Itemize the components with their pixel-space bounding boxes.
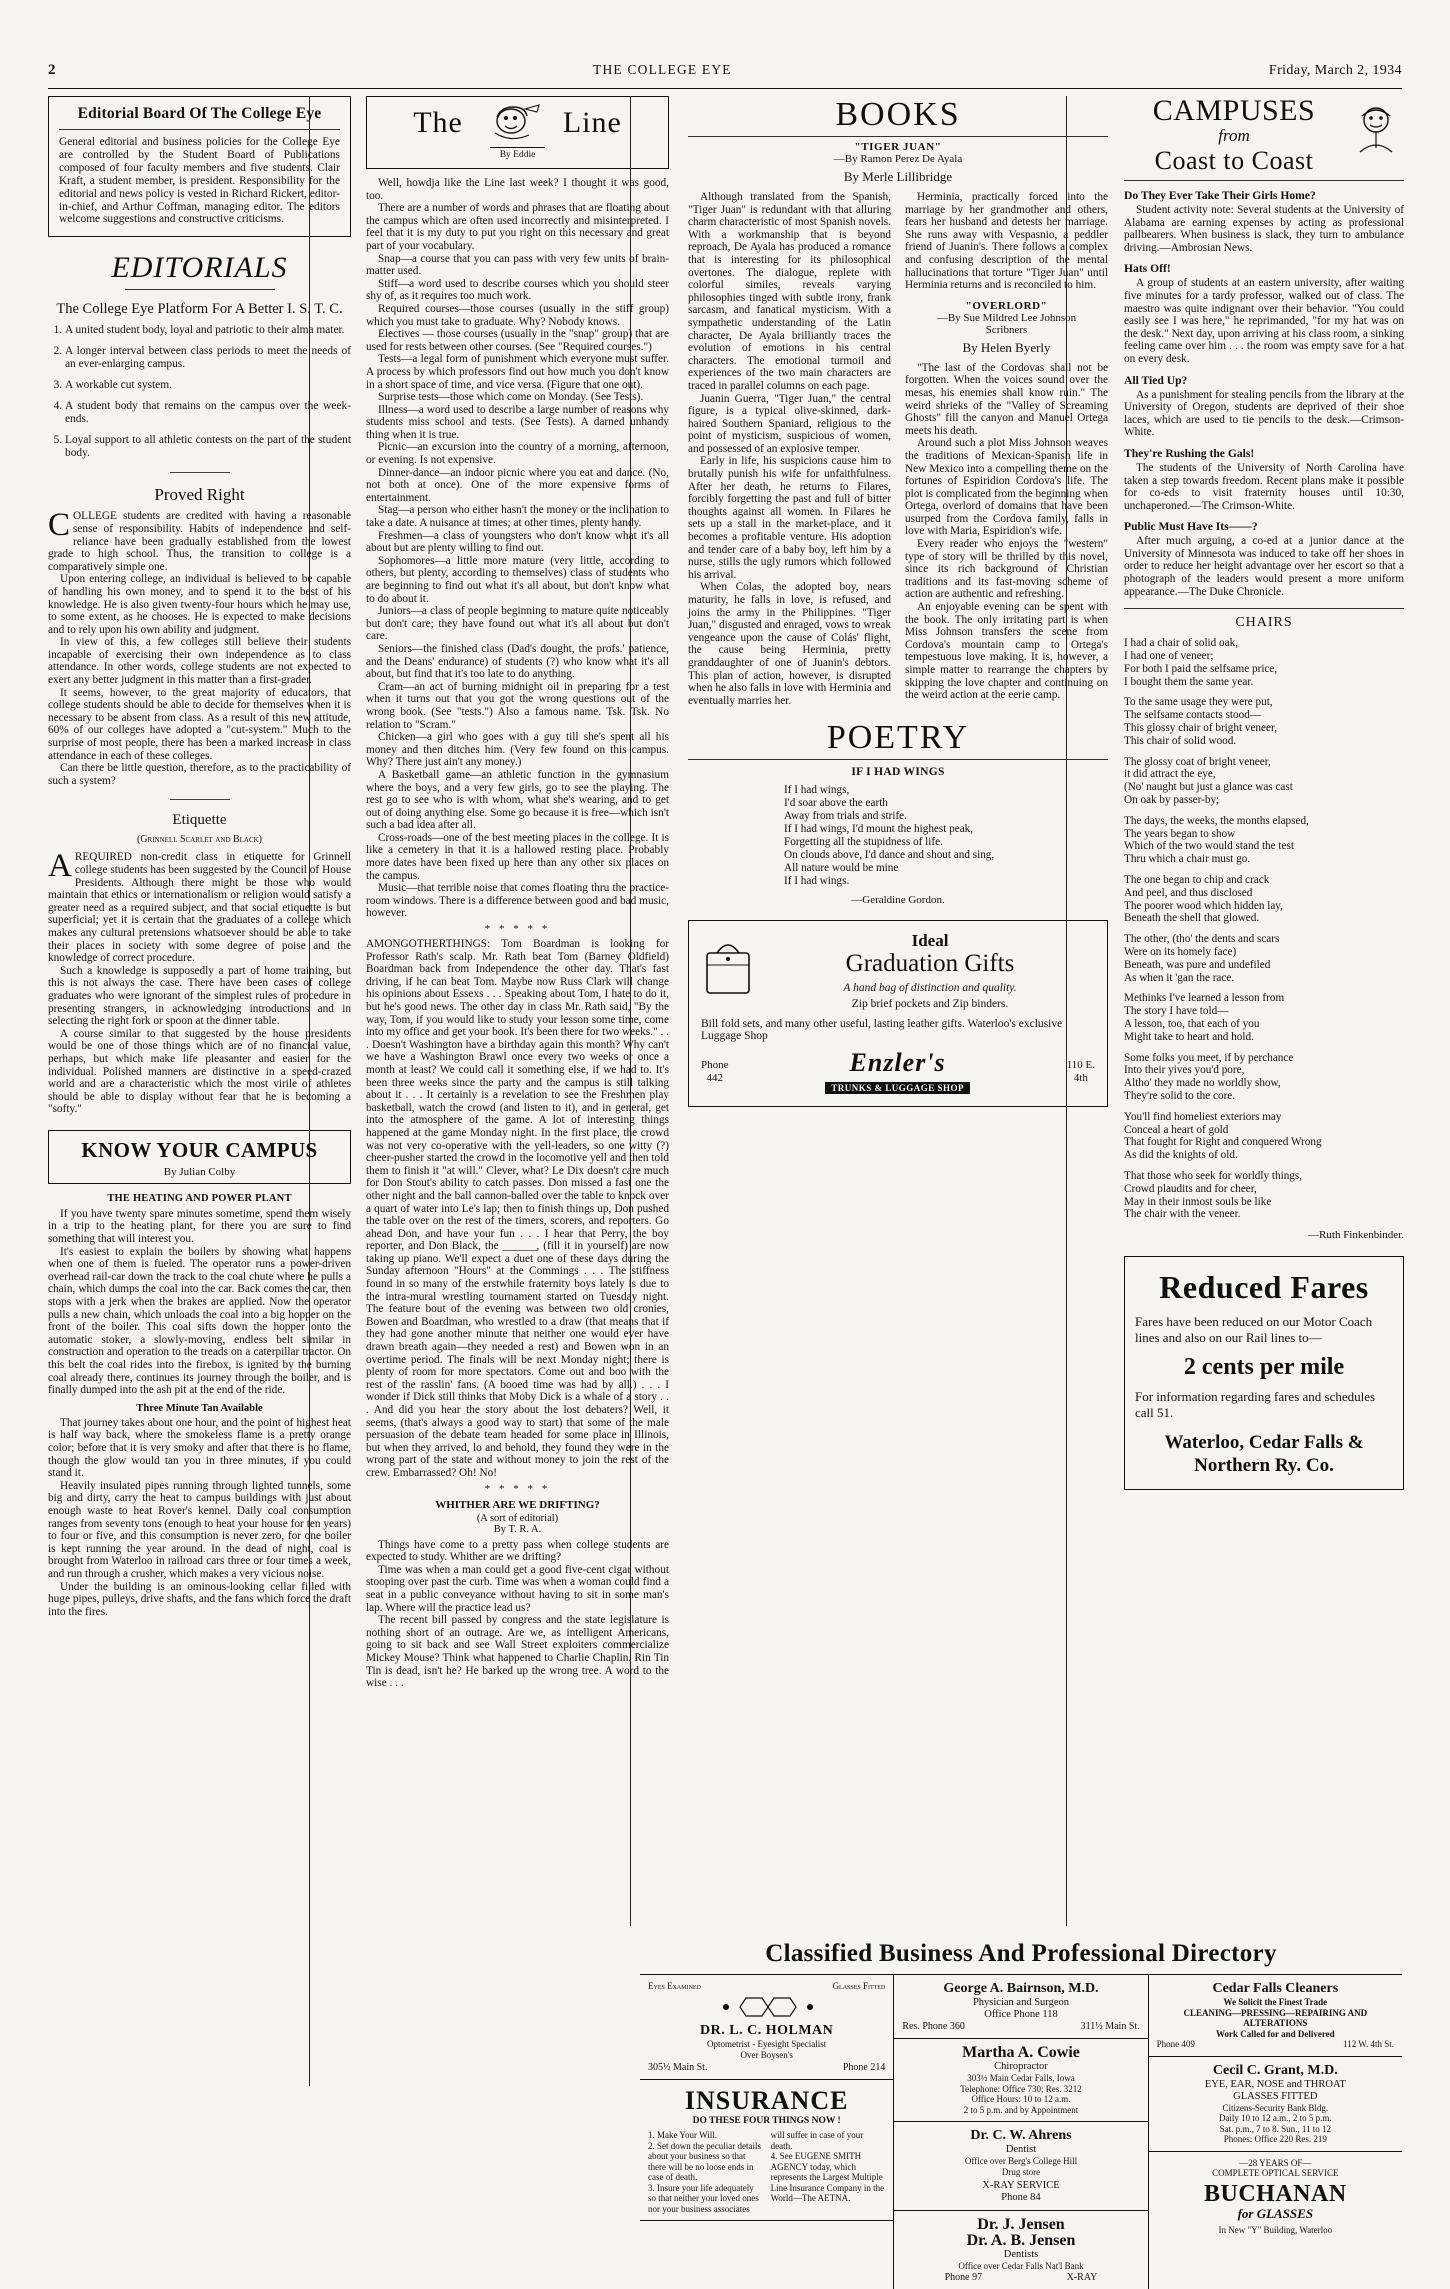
insurance-headline: INSURANCE xyxy=(684,2086,849,2115)
insurance-sub: DO THESE FOUR THINGS NOW ! xyxy=(692,2116,841,2126)
platform-title: The College Eye Platform For A Better I. S. T. C. xyxy=(56,301,343,318)
holman-head-left: Eyes Examined xyxy=(648,1981,701,1991)
verse-line: Some folks you meet, if by perchance xyxy=(1124,1051,1294,1064)
line-def: Electives — those courses (usually in the "snap" group) that are used for rests between other courses. (See "Required courses.") xyxy=(366,328,669,353)
verse-line: it did attract the eye, xyxy=(1124,768,1216,781)
verse-line: The selfsame contacts stood— xyxy=(1124,709,1262,722)
poem-line: On clouds above, I'd dance and shout and sing, xyxy=(784,849,995,862)
ahrens-l5: Phone 84 xyxy=(1001,2192,1041,2203)
list-item: 5. Loyal support to all athletic contests on the part of the student body. xyxy=(65,434,351,460)
campuses-subtitle: Coast to Coast xyxy=(1154,146,1314,175)
books-p4: When Colas, the adopted boy, nears maturity, he falls in love, is refused, and joins the army in the Philippines. "Tiger Juan," disgusted and enraged, vows to wreak vengeance upon the cause of Colás' flight, the cause being Herminia, pretty granddaughter of one of Juanin's debtors. This plan of action, however, is disrupted when he also falls in love with Herminia and eventually marries her. xyxy=(688,581,891,707)
insurance-item: 2. Set down the peculiar details about your business so that there will be no loose ends in case of death. xyxy=(648,2140,761,2182)
campus-item-body: The students of the University of North Carolina have taken a step towards freedom. Recent plans make it possible for co-eds to visit fraternity houses until 10:30, unchaperoned.—The Crimson-White. xyxy=(1124,461,1404,512)
cowie-name: Martha A. Cowie xyxy=(962,2044,1080,2061)
book2-author: —By Sue Mildred Lee Johnson xyxy=(936,311,1077,324)
stanza xyxy=(1124,696,1404,747)
poem-line: Forgetting all the stupidness of life. xyxy=(784,836,943,849)
enzlers-name: Enzler's xyxy=(849,1048,946,1078)
books-p5: Herminia, practically forced into the marriage by her grandmother and others, fears her husband and detests her marriage. She runs away with Vespasnio, a peddler friend of Juanin's. There follows a complex and confusing description of the mental hallucinations that torture "Tiger Juan" until Herminia returns and is reconciled to him. xyxy=(905,191,1108,292)
books-p2: Juanin Guerra, "Tiger Juan," the central figure, is a typical olive-skinned, dark-haired Southern Spaniard, religious to the point of mysticism, suspicious of women, and possessed of an explosive temper. xyxy=(688,392,891,455)
verse-line: The poorer wood which hidden lay, xyxy=(1124,899,1283,912)
eddie-cartoon-icon xyxy=(481,103,545,143)
books-p3: Early in life, his suspicions cause him to brutally punish his wife for unfaithfulness. After her death, he returns to Filares, forcibly forgetting the past and full of bitter thoughts against all women. In Filares he sets up a stall in the market-place, and it becomes a profitable venture. His adoption and tender care of a baby boy, left him by a nurse, stills the ugly rumors which followed his arrival. xyxy=(688,455,891,581)
line-def: Cram—an act of burning midnight oil in preparing for a test when it turns out that you got the wrong questions out of the wrong book. (See "tests.") Also a famous name. Tsk. Tsk. No relation to "Scram." xyxy=(366,680,669,731)
ad-fares-line1: Fares have been reduced on our Motor Coach lines and also on our Rail lines to— xyxy=(1135,1313,1373,1345)
star-divider-2: * * * * * xyxy=(484,1482,551,1495)
verse-line: I bought them the same year. xyxy=(1124,675,1254,688)
editorial-board-title: Editorial Board Of The College Eye xyxy=(77,105,322,122)
stanza xyxy=(1124,933,1404,984)
verse-line: The story I have told— xyxy=(1124,1005,1229,1018)
cleaners-l2: CLEANING—PRESSING—REPAIRING AND ALTERATIONS xyxy=(1183,2007,1368,2028)
cleaners-l1: We Solicit the Finest Trade xyxy=(1223,1997,1328,2007)
campus-item-head: They're Rushing the Gals! xyxy=(1124,446,1255,460)
line-def: Picnic—an excursion into the country of a morning, afternoon, or evening. Is not expensive. xyxy=(366,441,669,467)
etiquette-p2: Such a knowledge is supposedly a part of home training, but this is not always the case. There have been cases of college graduates who were ignorant of the simplest rules of procedure in presenting strangers, in acknowledging introductions and in selecting the right fork or spoon at the dinner table. xyxy=(48,964,351,1028)
bairnson-res-phone: Res. Phone 360 xyxy=(902,2021,965,2032)
issue-date: Friday, March 2, 1934 xyxy=(1268,63,1402,78)
verse-line: (No' naught but just a glance was cast xyxy=(1124,781,1293,794)
ad-insurance[interactable] xyxy=(640,2080,893,2221)
stanza xyxy=(1124,1170,1404,1221)
holman-sub: Optometrist - Eyesight Specialist xyxy=(707,2039,827,2049)
buchanan-location: In New "Y" Building, Waterloo xyxy=(1218,2224,1333,2235)
verse-line: The years began to show xyxy=(1124,827,1236,840)
chairs-poem xyxy=(1124,637,1404,1242)
campus-item-body: Student activity note: Several students at the University of Alabama are earning expenses by acting as professional pallbearers. When business is slack, they turn to ambulance driving.—Ambrosian News. xyxy=(1124,204,1404,254)
campus-item-body: A group of students at an eastern university, after waiting five minutes for a tardy professor, walked out of class. The maestro was quite indignant over their behavior. "You could easily see I was here," he reprimanded, "for my hat was on the desk." Next day, upon arriving at his class room, a sinking feeling came over him . . . the room was empty save for a hat on every desk. xyxy=(1124,277,1404,365)
verse-line: The other, (tho' the dents and scars xyxy=(1124,933,1280,946)
jensen-xray: X-RAY xyxy=(1066,2271,1098,2283)
ahrens-l1: Dentist xyxy=(1005,2144,1037,2155)
verse-line: May in their inmost souls be like xyxy=(1124,1195,1272,1208)
ad-fares-title: Reduced Fares xyxy=(1159,1268,1369,1305)
ad-fares-price: 2 cents per mile xyxy=(1183,1353,1345,1380)
proved-right-p1-text: OLLEGE students are credited with having a reasonable sense of responsibility. Habits of independence and self-reliance have been gradually established from the lowest grade to high school. Thus, the transition to college is a comparatively simple one. xyxy=(48,510,351,573)
verse-line: The days, the weeks, the months elapsed, xyxy=(1124,814,1309,827)
ad-ideal-addr2: 4th xyxy=(1073,1072,1088,1085)
line-def: Dinner-dance—an indoor picnic where you eat and dance. (No, not both at once). One of the more expensive forms of entertainment. xyxy=(366,466,669,504)
heating-plant-subtitle: THE HEATING AND POWER PLANT xyxy=(107,1192,292,1204)
book-reviewer: By Merle Lillibridge xyxy=(843,169,953,184)
poem-author: —Geraldine Gordon. xyxy=(851,894,945,907)
verse-line: Into their yives you'd pore, xyxy=(1124,1064,1245,1077)
heating-p5: Under the building is an ominous-looking cellar filled with huge pipes, pulleys, drive shafts, and the fans which force the draft into the fires. xyxy=(48,1580,351,1618)
the-line-byline: By Eddie xyxy=(490,147,546,160)
stanza xyxy=(1124,815,1404,866)
line-p2: There are a number of words and phrases that are floating about the campus which are often used incorrectly and misinterpreted. I feel that it is my duty to put you right on this necessary and great part of your vocabulary. xyxy=(366,202,669,252)
verse-line: Crowd plaudits and for cheer, xyxy=(1124,1182,1257,1195)
classified-column-2 xyxy=(894,1975,1148,2289)
campuses-from: from xyxy=(1218,126,1250,145)
ad-reduced-fares[interactable] xyxy=(1124,1256,1404,1490)
chairs-poem-title: CHAIRS xyxy=(1235,615,1293,631)
books2-p3: Every reader who enjoys the "western" type of story will be thrilled by this novel, since its rich background of Christian traditions and its fast-moving scheme of action are authentic and refreshing. xyxy=(905,538,1108,601)
stanza xyxy=(1124,1052,1404,1103)
ahrens-l4: X-RAY SERVICE xyxy=(982,2180,1060,2191)
verse-line: Conceal a heart of gold xyxy=(1124,1123,1229,1136)
books-body xyxy=(688,191,1108,707)
verse-line: I had one of veneer; xyxy=(1124,650,1214,663)
jensen-l2: Office over Cedar Falls Nat'l Bank xyxy=(958,2261,1084,2271)
three-minute-tan-subtitle: Three Minute Tan Available xyxy=(136,1402,263,1414)
classified-title: Classified Business And Professional Directory xyxy=(765,1940,1277,1967)
the-line-header xyxy=(366,96,669,169)
whither-byline: By T. R. A. xyxy=(493,1523,542,1535)
line-def: Music—that terrible noise that comes floating thru the practice-room windows. There is a difference between good and bad music, however. xyxy=(366,882,669,920)
know-your-campus-title: KNOW YOUR CAMPUS xyxy=(81,1137,318,1162)
holman-phone: Phone 214 xyxy=(842,2062,886,2073)
cowie-l3: Telephone: Office 730; Res. 3212 xyxy=(960,2083,1082,2094)
holman-address: 305½ Main St. xyxy=(648,2062,708,2073)
verse-line: A lesson, too, that each of you xyxy=(1124,1017,1260,1030)
whither-p3: The recent bill passed by congress and the state legislature is nothing short of an outrage. Are we, as intelligent Americans, going to sit back and see Wall Street exploiters commercialize Mickey Mouse? Think what happened to Charlie Chaplin. Rin Tin Tin is dead, isn't he? He barked up the wrong tree. A word to the wise . . . xyxy=(366,1614,669,1690)
verse-line: Might take to heart and hold. xyxy=(1124,1030,1254,1043)
editorials-heading: EDITORIALS xyxy=(111,251,288,285)
verse-line: And peel, and thus disclosed xyxy=(1124,886,1253,899)
cowie-l4: Office Hours: 10 to 12 a.m. xyxy=(971,2094,1071,2104)
proved-right-p2: Upon entering college, an individual is believed to be capable of handling his own money, and to spend it to the best of his knowledge. He is also given twenty-four hours which he may use, to some extent, as he chooses. He is expected to make decisions and to rely upon his own ability and judgment. xyxy=(48,573,351,636)
book-author: —By Ramon Perez De Ayala xyxy=(833,153,963,165)
insurance-item: 4. See EUGENE SMITH AGENCY today, which represents the Largest Multiple Line Insurance Company in the World—The AETNA. xyxy=(770,2151,885,2203)
classified-directory xyxy=(640,1940,1402,2289)
verse-line: Beneath, was pure and undefiled xyxy=(1124,958,1271,971)
grant-l6: Phones: Office 220 Res. 219 xyxy=(1223,2134,1327,2144)
bairnson-address: 311½ Main St. xyxy=(1080,2021,1140,2032)
column-one xyxy=(48,96,351,1618)
bairnson-name: George A. Bairnson, M.D. xyxy=(943,1981,1099,1996)
ad-fares-company: Waterloo, Cedar Falls & Northern Ry. Co. xyxy=(1164,1431,1364,1476)
cleaners-address: 112 W. 4th St. xyxy=(1343,2039,1394,2049)
campus-item-body: After much arguing, a co-ed at a junior dance at the University of Minnesota was induced to take off her shoes in order to reduce her height advantage over her escort so that a photograph of the leaders would present a more uniform appearance.—The Duke Chronicle. xyxy=(1124,535,1404,598)
line-def: Stag—a person who either hasn't the money or the inclination to take a date. A nuisance at times; at other times, plenty handy. xyxy=(366,504,669,530)
verse-line: As did the knights of old. xyxy=(1124,1149,1238,1162)
cowie-l5: 2 to 5 p.m. and by Appointment xyxy=(963,2104,1079,2115)
verse-line: The one began to chip and crack xyxy=(1124,874,1270,886)
heating-p2: It's easiest to explain the boilers by showing what happens when one of them is fueled. The operator runs a power-driven overhead rail-car down the track to the coal chute where he pulls a chain, which dumps the coal into the car. Back comes the car, then stops with a jerk when the brakes are applied. Now the operator pulls a new chain, which unloads the coal into a big hopper on the front of the boiler. This coal sifts down the hopper onto the automatic stoker, a slowly-moving, endless belt similar in construction and operation to the treads on a caterpillar tractor. On this belt the coal rides into the firebox, is ignited by the burning coal already there, continues its journey through the boiler, and is finally dumped into the ash pit at the end of the ride. xyxy=(48,1245,351,1397)
ahrens-name: Dr. C. W. Ahrens xyxy=(970,2128,1072,2143)
campus-item-body: As a punishment for stealing pencils from the library at the University of Oregon, students are deprived of their shoe laces, which are used to tie pencils to the desk.—Crimson-White. xyxy=(1124,388,1404,439)
verse-line: They're solid to the core. xyxy=(1124,1089,1236,1102)
jensen-l1: Dentists xyxy=(1003,2249,1039,2260)
ad-fares-line2: For information regarding fares and schedules call 51. xyxy=(1135,1388,1376,1420)
ad-ideal-phone-label: Phone xyxy=(701,1059,729,1072)
enzlers-logo xyxy=(729,1048,1067,1096)
line-def: Surprise tests—those which come on Monday. (See Tests). xyxy=(378,391,644,404)
ad-ahrens-dentist[interactable] xyxy=(894,2122,1147,2211)
books-p1: Although translated from the Spanish, "Tiger Juan" is redundant with that alluring charm characteristic of most Spanish novels. With a workmanship that is beyond reproach, De Ayala has produced a romance that is interesting for its philosophical overtones. The dialogue, replete with colorful similes, reveals varying philosophies tinged with subtle irony, frank sarcasm, and fanatical mysticism. With a sympathetic understanding of the Latin character, De Ayala brilliantly traces the evolution of emotions in his central characters. The emotional turmoil and experiences of the two main characters are traced in parallel columns on each page. xyxy=(688,191,891,392)
ahrens-l3: Drug store xyxy=(1001,2166,1041,2177)
book2-publisher: Scribners xyxy=(985,323,1028,336)
grant-l4: Daily 10 to 12 a.m., 2 to 5 p.m. xyxy=(1218,2113,1332,2123)
verse-line: Beneath the shell that glowed. xyxy=(1124,912,1260,925)
jensen-name-2: Dr. A. B. Jensen xyxy=(966,2232,1076,2249)
verse-line: As when it 'gan the race. xyxy=(1124,971,1235,984)
line-def: Tests—a legal form of punishment which everyone must suffer. A process by which professors find out how much you don't know in a short space of time, and vice versa. (Figure that one out). xyxy=(366,353,669,391)
ad-grant-md[interactable] xyxy=(1149,2057,1402,2152)
stanza xyxy=(1124,1111,1404,1162)
line-def: Illness—a word used to describe a large number of reasons why students miss school and tests. (See Tests). A darned unhandy thing when it is true. xyxy=(366,403,669,441)
poem-line: If I had wings, xyxy=(784,784,850,797)
verse-line: Were on its homely face) xyxy=(1124,945,1237,958)
list-item: 4. A student body that remains on the campus over the week-ends. xyxy=(65,400,351,426)
poem-line: All nature would be mine xyxy=(784,862,899,875)
star-divider: * * * * * xyxy=(484,923,551,936)
classified-column-1 xyxy=(640,1975,894,2289)
grant-l5: Sat. p.m., 7 to 8. Sun., 11 to 12 xyxy=(1219,2123,1332,2134)
verse-line: That fought for Right and conquered Wrong xyxy=(1124,1136,1322,1149)
grant-l3: Citizens-Security Bank Bldg. xyxy=(1222,2102,1329,2113)
enzlers-tagline: TRUNKS & LUGGAGE SHOP xyxy=(825,1082,970,1094)
line-def: Required courses—those courses (usually in the stiff group) which you must take to graduate. Why? Nobody knows. xyxy=(366,302,669,328)
jensen-phone: Phone 97 xyxy=(944,2271,983,2283)
verse-line: Methinks I've learned a lesson from xyxy=(1124,992,1285,1005)
page-number: 2 xyxy=(48,62,56,78)
verse-line: This chair of solid wood. xyxy=(1124,734,1237,747)
campus-item-head: Public Must Have Its——? xyxy=(1124,520,1258,534)
heating-p4: Heavily insulated pipes running through lighted tunnels, some big and dirty, carry the heat to campus buildings with just about enough waste to heat Rover's kennel. Daily coal consumption ranges from seventy tons (enough to heat your house for ten years) to four or five, and this consumption is never zero, for one boiler is kept running the year around. In the dead of night, coal is brought from Waterloo in railroad cars three or four times a week, and run through a crusher, which makes a very vicious noise. xyxy=(48,1479,351,1580)
masthead-rule xyxy=(48,88,1402,89)
dropcap-c: C xyxy=(48,507,71,544)
buchanan-brand-sub: for GLASSES xyxy=(1237,2205,1314,2221)
poem-line: If I had wings, I'd mount the highest peak, xyxy=(784,823,974,836)
whither-title: WHITHER ARE WE DRIFTING? xyxy=(435,1498,600,1511)
ad-bairnson-md[interactable] xyxy=(894,1975,1147,2039)
stanza xyxy=(1124,992,1404,1043)
verse-line: For both I paid the selfsame price, xyxy=(1124,662,1278,675)
ad-cedar-falls-cleaners[interactable] xyxy=(1149,1975,1402,2057)
list-item: 3. A workable cut system. xyxy=(65,379,351,392)
verse-line: That those who seek for worldly things, xyxy=(1124,1169,1303,1182)
platform-list xyxy=(48,324,351,460)
dropcap-a: A xyxy=(48,848,72,885)
etiquette-byline: (Grinnell Scarlet and Black) xyxy=(137,834,262,846)
heating-p3: That journey takes about one hour, and the point of highest heat is half way back, where the smokeless flame is a pretty orange color; before that it is very smoky and after that there is no flame, though the glow would tan you in three minutes, if you could stand it. xyxy=(48,1416,351,1480)
cleaners-phone: Phone 409 xyxy=(1156,2039,1195,2049)
ad-ideal-phone: 442 xyxy=(706,1072,723,1085)
ad-cowie-chiropractor[interactable] xyxy=(894,2039,1147,2122)
verse-line: This glossy chair of bright veneer, xyxy=(1124,722,1278,735)
classified-column-3 xyxy=(1149,1975,1402,2289)
verse-line: Altho' they made no worldly show, xyxy=(1124,1077,1281,1090)
chairs-signature: —Ruth Finkenbinder. xyxy=(1308,1229,1404,1242)
books-section-title: BOOKS xyxy=(835,96,961,133)
ad-ideal-line3: A hand bag of distinction and quality. xyxy=(843,982,1017,995)
poetry-section-title: POETRY xyxy=(826,719,970,757)
proved-right-p4: It seems, however, to the great majority of educators, that college students should be able to decide for themselves when it is necessary to be absent from class. As a result of this new attitude, 60% of our colleges have adopted a "cut-system." Much to the surprise of most people, there has been a marked increase in class attendance in each of these colleges. xyxy=(48,686,351,762)
the-line-title xyxy=(377,103,658,143)
poem-line: Away from trials and strife. xyxy=(784,810,907,823)
whither-p2: Time was when a man could get a good five-cent cigar without stooping over past the curb. Time was when a woman could find a seat in a public conveyance without having to sit in some man's lap. Where will the practice lead us? xyxy=(366,1563,669,1614)
etiquette-p1-text: REQUIRED non-credit class in etiquette for Grinnell college students has been suggested by the Council of House Presidents. Although there might be those who would maintain that ethics or internationalism or religion would satisfy a greater need as a required subject, and that social etiquette is but superficial; yet it is certain that the graduates of a college which makes any cultural pretensions whatsoever should be able to take their places in society with some degree of poise and the knowledge of correct procedure. xyxy=(48,851,351,965)
verse-line: To the same usage they were put, xyxy=(1124,696,1273,709)
paper-name: THE COLLEGE EYE xyxy=(593,62,732,77)
insurance-item: 3. Insure your life adequately so that neither your loved ones nor your business associates will suffer in case of your death. xyxy=(648,2130,864,2214)
book2-title: "OVERLORD" xyxy=(965,299,1048,312)
masthead xyxy=(48,62,1402,79)
line-def: Stiff—a word used to describe courses which you should steer shy of, as it requires too much work. xyxy=(366,277,669,303)
line-def: Snap—a course that you can pass with very few units of brain-matter used. xyxy=(366,252,669,278)
book2-reviewer: By Helen Byerly xyxy=(962,339,1051,355)
cleaners-l3: Work Called for and Delivered xyxy=(1215,2028,1335,2039)
whither-p1: Things have come to a pretty pass when college students are expected to study. Whither are we drifting? xyxy=(366,1538,669,1564)
the-line-title-right: Line xyxy=(562,106,622,139)
book-title: "TIGER JUAN" xyxy=(854,141,942,153)
holman-name: DR. L. C. HOLMAN xyxy=(700,2023,834,2038)
editorial-board-box xyxy=(48,96,351,237)
stanza xyxy=(1124,874,1404,925)
holman-line2: Over Boysen's xyxy=(740,2049,793,2060)
verse-line: I had a chair of solid oak, xyxy=(1124,637,1239,650)
editorial-board-body: General editorial and business policies for the College Eye are controlled by the Student Board of Publications composed of four faculty members and five students. Clair Kraft, a student member, is president. Responsibility for the editorial and news policy is vested in Richard Rickert, editor-in-chief, and Arthur Coffman, managing editor. The editors welcome suggestions and constructive criticisms. xyxy=(59,136,340,226)
proved-right-title: Proved Right xyxy=(154,485,245,505)
poem-line: I'd soar above the earth xyxy=(784,797,888,810)
buchanan-service: COMPLETE OPTICAL SERVICE xyxy=(1212,2168,1339,2178)
column-two xyxy=(366,96,669,1690)
ad-ideal-gifts[interactable] xyxy=(688,920,1108,1107)
stanza xyxy=(1124,756,1404,807)
campuses-title: CAMPUSES xyxy=(1152,94,1316,127)
ad-ideal-line1: Ideal xyxy=(911,931,949,951)
line-def: Seniors—the finished class (Dad's dought, the profs.' patience, and the Deans' endurance) of students (?) who know what it's all about, but find that it's too late to do anything. xyxy=(366,642,669,681)
buchanan-years: —28 YEARS OF— xyxy=(1239,2157,1312,2168)
line-def: Cross-roads—one of the best meeting places in the college. It is like a cemetery in that it is a hallowed resting place. Probably more dates have been fixed up here than any other six places on the campus. xyxy=(366,831,669,882)
glasses-icon xyxy=(648,1994,885,2020)
verse-line: On oak by passer-by; xyxy=(1124,794,1220,807)
line-def: Chicken—a girl who goes with a guy till she's spent all his money and then ditches him. (Very few found on this campus. Why? There just ain't any money.) xyxy=(366,731,669,769)
verse-line: You'll find homeliest exteriors may xyxy=(1124,1110,1282,1123)
whither-subtitle: (A sort of editorial) xyxy=(476,1512,559,1524)
ad-holman-optometrist[interactable] xyxy=(640,1975,893,2080)
ad-jensen-dentists[interactable] xyxy=(894,2211,1147,2289)
campus-item-head: All Tied Up? xyxy=(1124,373,1188,387)
poem-lines xyxy=(784,784,1108,888)
books2-p1: "The last of the Cordovas shall not be forgotten. When the voices sound over the mesas, his enemies shall know ruin." The weird shrieks of the "Valley of Screaming Ghosts" fill the canyon and Manuel Ortega meets his death. xyxy=(905,361,1108,437)
etiquette-p3: A course similar to that suggested by the house presidents would be one of those things which are of no financial value, perhaps, but which make life pleasanter and easier for the individual. Polished manners are distinctive in a speed-crazed world and are a characteristic which the most virile of athletes should be able to display without fear that he is becoming a "softy." xyxy=(48,1027,351,1116)
verse-line: The glossy coat of bright veneer, xyxy=(1124,755,1271,768)
campus-item-head: Hats Off! xyxy=(1124,262,1171,276)
list-item: 1. A united student body, loyal and patriotic to their alma mater. xyxy=(65,324,351,337)
line-def: Sophomores—a little more mature (very little, according to others, but plenty, according to themselves) class of students who are beginning to find out what it's all about, but don't know what to do about it. xyxy=(366,554,669,605)
etiquette-p1 xyxy=(48,848,351,965)
books2-p2: Around such a plot Miss Johnson weaves the traditions of Mexican-Spanish life in New Mexico into a compelling theme on the fortunes of Espiridion Cordova's life. The plot is complicated from the beginning when Ortega, overlord of domains that have been usurped from the Cordova family, falls in love with Maria, Espiridion's wife. xyxy=(905,437,1108,538)
holman-head-right: Glasses Fitted xyxy=(832,1981,886,1991)
ad-ideal-line4: Zip brief pockets and Zip binders. xyxy=(851,998,1009,1011)
insurance-item: 1. Make Your Will. xyxy=(648,2130,717,2140)
campus-item-head: Do They Ever Take Their Girls Home? xyxy=(1124,189,1316,202)
line-def: A Basketball game—an athletic function in the gymnasium where the boys, and a very few girls, go to see the playing. The rest go to see who is with whom, what she's wearing, and to get out of doing anything else. Some go because it is free—which isn't such a bad idea after all. xyxy=(366,768,669,832)
campuses-items xyxy=(1124,189,1404,598)
cowie-l2: 303½ Main Cedar Falls, Iowa xyxy=(967,2073,1075,2083)
buchanan-brand: BUCHANAN xyxy=(1203,2180,1347,2207)
grant-l2: GLASSES FITTED xyxy=(1233,2090,1318,2102)
column-four xyxy=(1124,96,1404,1490)
cowie-l1: Chiropractor xyxy=(994,2061,1048,2072)
heating-p1: If you have twenty spare minutes sometime, spend them wisely in a trip to the heating plant, for there you are sure to find something that will interest you. xyxy=(48,1207,351,1246)
the-line-title-left: The xyxy=(413,106,463,139)
amongotherthings: AMONGOTHERTHINGS: Tom Boardman is looking for Professor Rath's scalp. Mr. Rath beat Tom (Barney Oldfield) Boardman back from Independence the other day. That's fast driving, if he can beat Tom. Maybe now Russ Clark will change his opinions about Essexs . . . Speaking about Tom, I hate to do it, but he's good news. The other day in class Mr. Rath said, "By the way, Tom, if you would like to study your lesson some time, come into my office and get your book. It's been there for two weeks." . . . Doesn't Washington have a birthday again this month? Why can't we have a Washington Brawl once every two weeks or once a month at least? We could call it something else, if we had to. It's been three weeks since the party and the campus is still talking about it . . . It certainly is a revelation to see the Freshmen play basketball, watch the crowd (and listen to it), and in general, get into the atmosphere of the game. A lot of interesting things happened at the game Monday night. In the first place, the crowd was not very co-operative with the yell-leaders, so one witty (?) cheer-pusher started the crowd in the locomotive yell and then told them to finish it "at will." Clever, what? Le Dix doesn't care much for Don Stout's ability to catch passes. Don missed a fast one the other night and the ball cannon-balled over the table to knock over a quart of water into Le's lap; then to finish things up, Don pushed the table over on the rest of the timers, scorers, and reporters. Go ahead Don, and have your fun . . . I hear that Perry, the boy reporter, and Don Black, the ______, (fill it in yourself) are now taking up piano. We'll expect a duet one of these days during the Sunday afternoon "Hours" at the Commings . . . The stiffness found in so many of the erstwhile fraternity boys lately is due to the intra-mural wrestling tournament started on Tuesday night. The feature bout of the evening was between two old cronies, Bowen and Boardman, who wrestled to a draw (that means that if they had gone another minute that neither one would ever have drawn breath again—they needed a rest) and Bowen won in an overtime period. The finals will be next Monday night; there is plenty of room for more spectators. Come out and boo with the rest of the rasslin' fans. (A booed time was had by all.) . . . I wonder if Dick still thinks that Moby Dick is a whale of a story . . . And did you hear the story about the lost debaters? Well, it seems, (that's always a good way to start) that some of the male persuasion of the debate team headed for some place in Illinois, but when they arrived, lo and behold, they found they were in the wrong part of the state and without money to join the rest of the crew. Embarrassed? Oh! No! xyxy=(366,938,669,1479)
verse-line: Which of the two would stand the test xyxy=(1124,840,1294,853)
line-p1: Well, howdja like the Line last week? I thought it was good, too. xyxy=(366,177,669,202)
books2-p4: An enjoyable evening can be spent with the book. The only irritating part is when Miss Johnson transfers the scene from Cordova's mountain camp to Ortega's tempestuous love making. It is, however, a simple matter to rearrange the chapters by skipping the love chapter and continuing on the weird action at the eerie camp. xyxy=(905,601,1108,702)
list-item: 2. A longer interval between class periods to meet the needs of an ever-enlarging campus. xyxy=(65,345,351,371)
stanza xyxy=(1124,637,1404,688)
know-your-campus-byline: By Julian Colby xyxy=(163,1165,236,1178)
ad-ideal-line2: Graduation Gifts xyxy=(845,950,1015,978)
bairnson-l1: Physician and Surgeon xyxy=(972,1997,1070,2008)
etiquette-title: Etiquette xyxy=(172,812,227,829)
proved-right-p5: Can there be little question, therefore, as to the practicability of such a system? xyxy=(48,762,351,787)
ad-ideal-line5: Bill fold sets, and many other useful, lasting leather gifts. Waterloo's exclusive Luggage Shop xyxy=(701,1018,1063,1043)
line-def: Freshmen—a class of youngsters who don't know what it's all about but are plenty willing to find out. xyxy=(366,529,669,555)
proved-right-p1 xyxy=(48,507,351,573)
grant-name: Cecil C. Grant, M.D. xyxy=(1212,2062,1338,2078)
ad-buchanan-glasses[interactable] xyxy=(1149,2152,1402,2242)
cleaners-name: Cedar Falls Cleaners xyxy=(1212,1981,1339,1996)
handbag-icon xyxy=(701,931,755,1001)
poem-line: If I had wings. xyxy=(784,875,850,888)
verse-line: The chair with the veneer. xyxy=(1124,1208,1241,1221)
ahrens-l2: Office over Berg's College Hill xyxy=(964,2156,1078,2166)
bairnson-l2: Office Phone 118 xyxy=(984,2009,1058,2020)
ad-ideal-addr1: 110 E. xyxy=(1066,1059,1095,1072)
line-def: Juniors—a class of people beginning to mature quite noticeably but don't care; they have found out what it's all about but don't care. xyxy=(366,605,669,643)
proved-right-p3: In view of this, a few colleges still believe their students incapable of exercising their own independence as to class attendance. In other words, college students are not expected to exert any better judgment in this matter than a first-grader. xyxy=(48,636,351,687)
campus-cartoon-icon xyxy=(1348,96,1404,164)
column-three xyxy=(688,96,1108,1107)
verse-line: Thru which a chair must go. xyxy=(1124,853,1251,866)
jensen-name-1: Dr. J. Jensen xyxy=(977,2216,1065,2233)
grant-l1: EYE, EAR, NOSE and THROAT xyxy=(1204,2078,1346,2090)
poem-title: IF I HAD WINGS xyxy=(851,766,945,779)
